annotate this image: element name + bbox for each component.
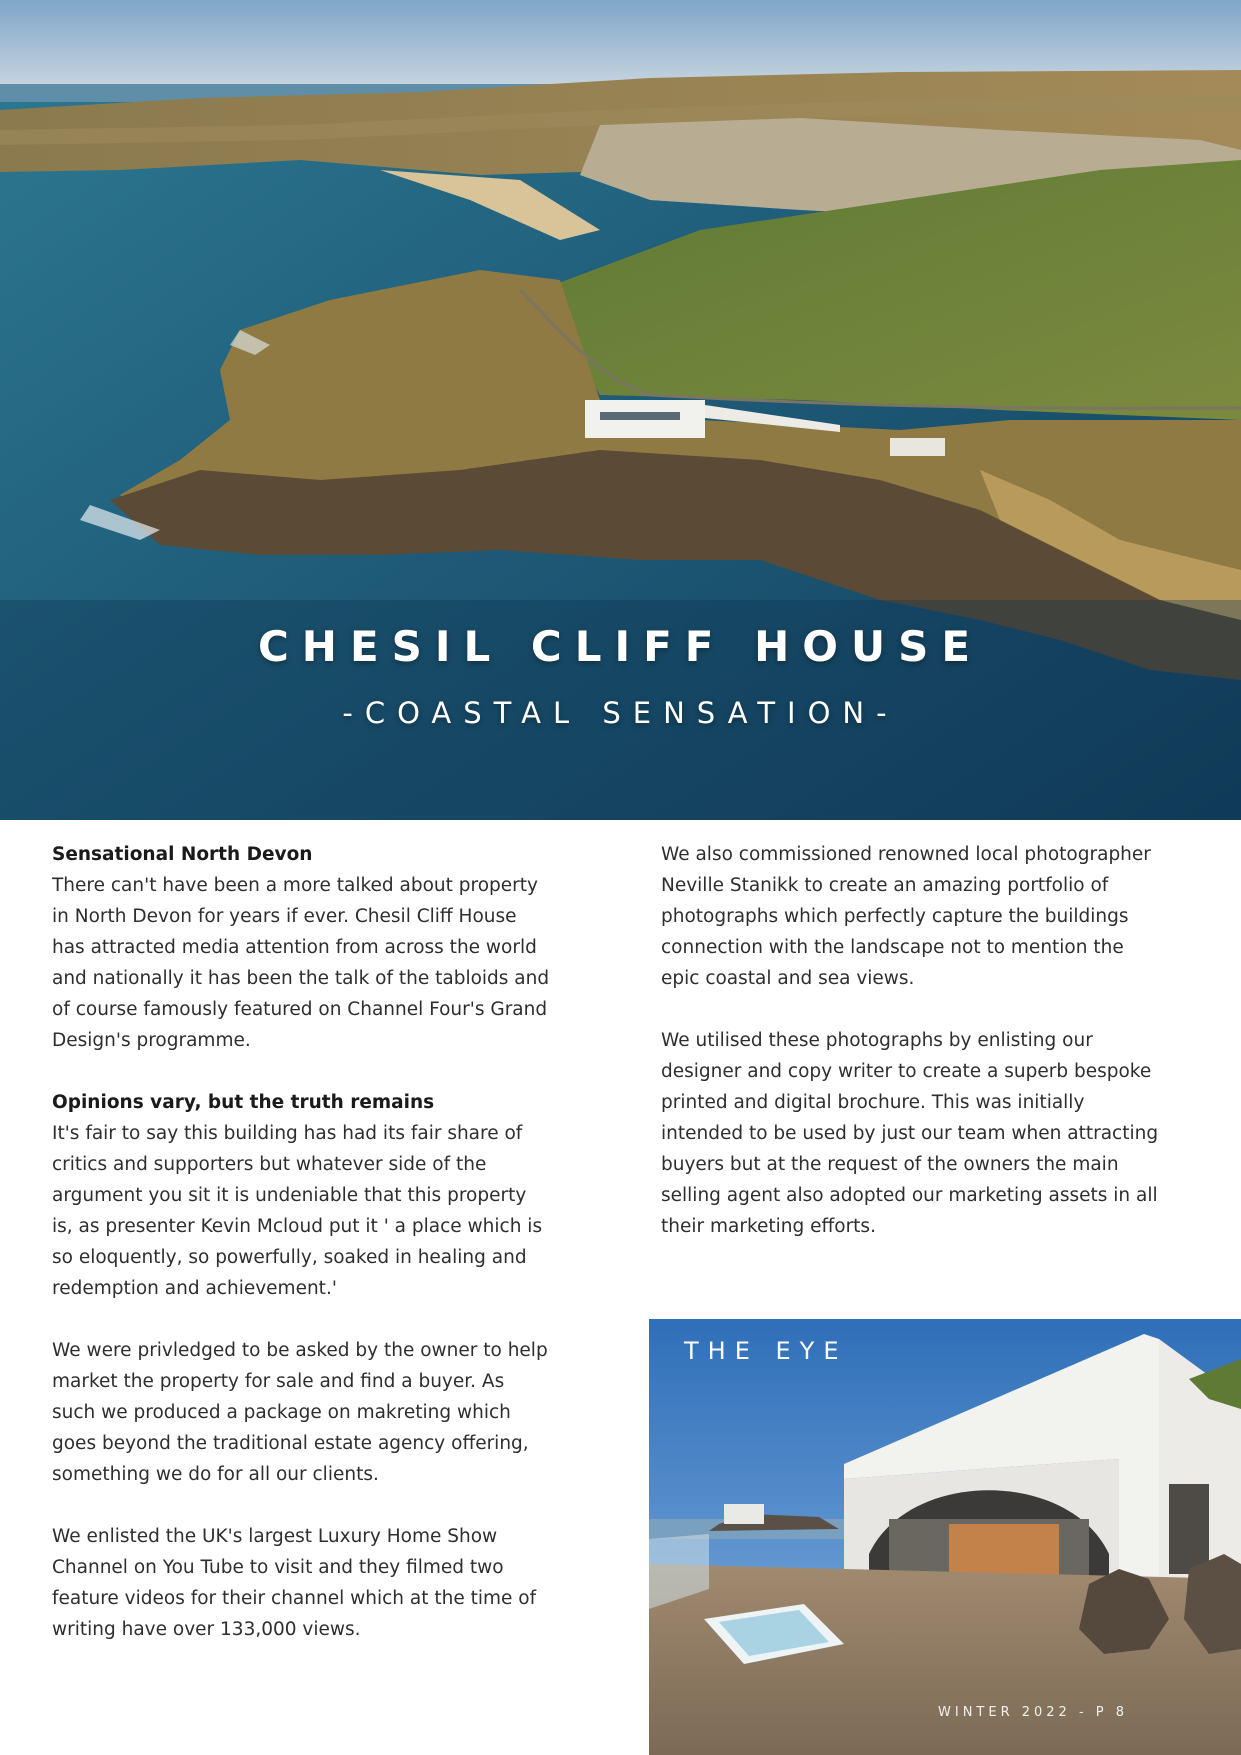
terrace-photo [649,1319,1241,1755]
page-subtitle: -COASTAL SENSATION- [342,696,899,730]
photo-label: THE EYE [684,1337,848,1365]
paragraph-brochure: We utilised these photographs by enlisting our designer and copy writer to create a superb bespoke printed and digital brochure. This was initially intended to be used by just our team when attracting buyers but at the request of the owners the main selling agent also adopted our marketing assets in all their marketing efforts. [661,1030,1159,1237]
hero-banner [0,0,1241,820]
the-eye-photo [649,1319,1241,1755]
paragraph-photographer: We also commissioned renowned local photographer Neville Stanikk to create an amazing portfolio of photographs which perfectly capture the buildings connection with the landscape not to mention the epic coastal and sea views. [661,844,1151,989]
paragraph-youtube: We enlisted the UK's largest Luxury Home Show Channel on You Tube to visit and they filmed two feature videos for their channel which at the time of writing have over 133,000 views. [52,1526,537,1640]
paragraph-marketing-package: We were privledged to be asked by the owner to help market the property for sale and find a buyer. As such we produced a package on makreting which goes beyond the traditional estate agency offering, something we do for all our clients. [52,1340,548,1485]
page-footer: WINTER 2022 - P 8 [938,1705,1129,1720]
paragraph-opinions: It's fair to say this building has had its fair share of critics and supporters but whatever side of the argument you sit it is undeniable that this property is, as presenter Kevin Mcloud put it ' a place which is so eloquently, so powerfully, soaked in healing and redemption and achievement.' [52,1123,543,1299]
paragraph-intro: There can't have been a more talked about property in North Devon for years if ever. Chesil Cliff House has attracted media attention from across the world and nationally it has been the talk of the tabloids and of course famously featured on Channel Four's Grand Design's programme. [52,875,550,1051]
section-heading-opinions-vary: Opinions vary, but the truth remains [52,1092,435,1113]
left-column [52,839,552,1676]
section-heading-sensational-north-devon: Sensational North Devon [52,844,313,865]
right-column [661,839,1161,1273]
page-title: CHESIL CLIFF HOUSE [257,622,984,671]
